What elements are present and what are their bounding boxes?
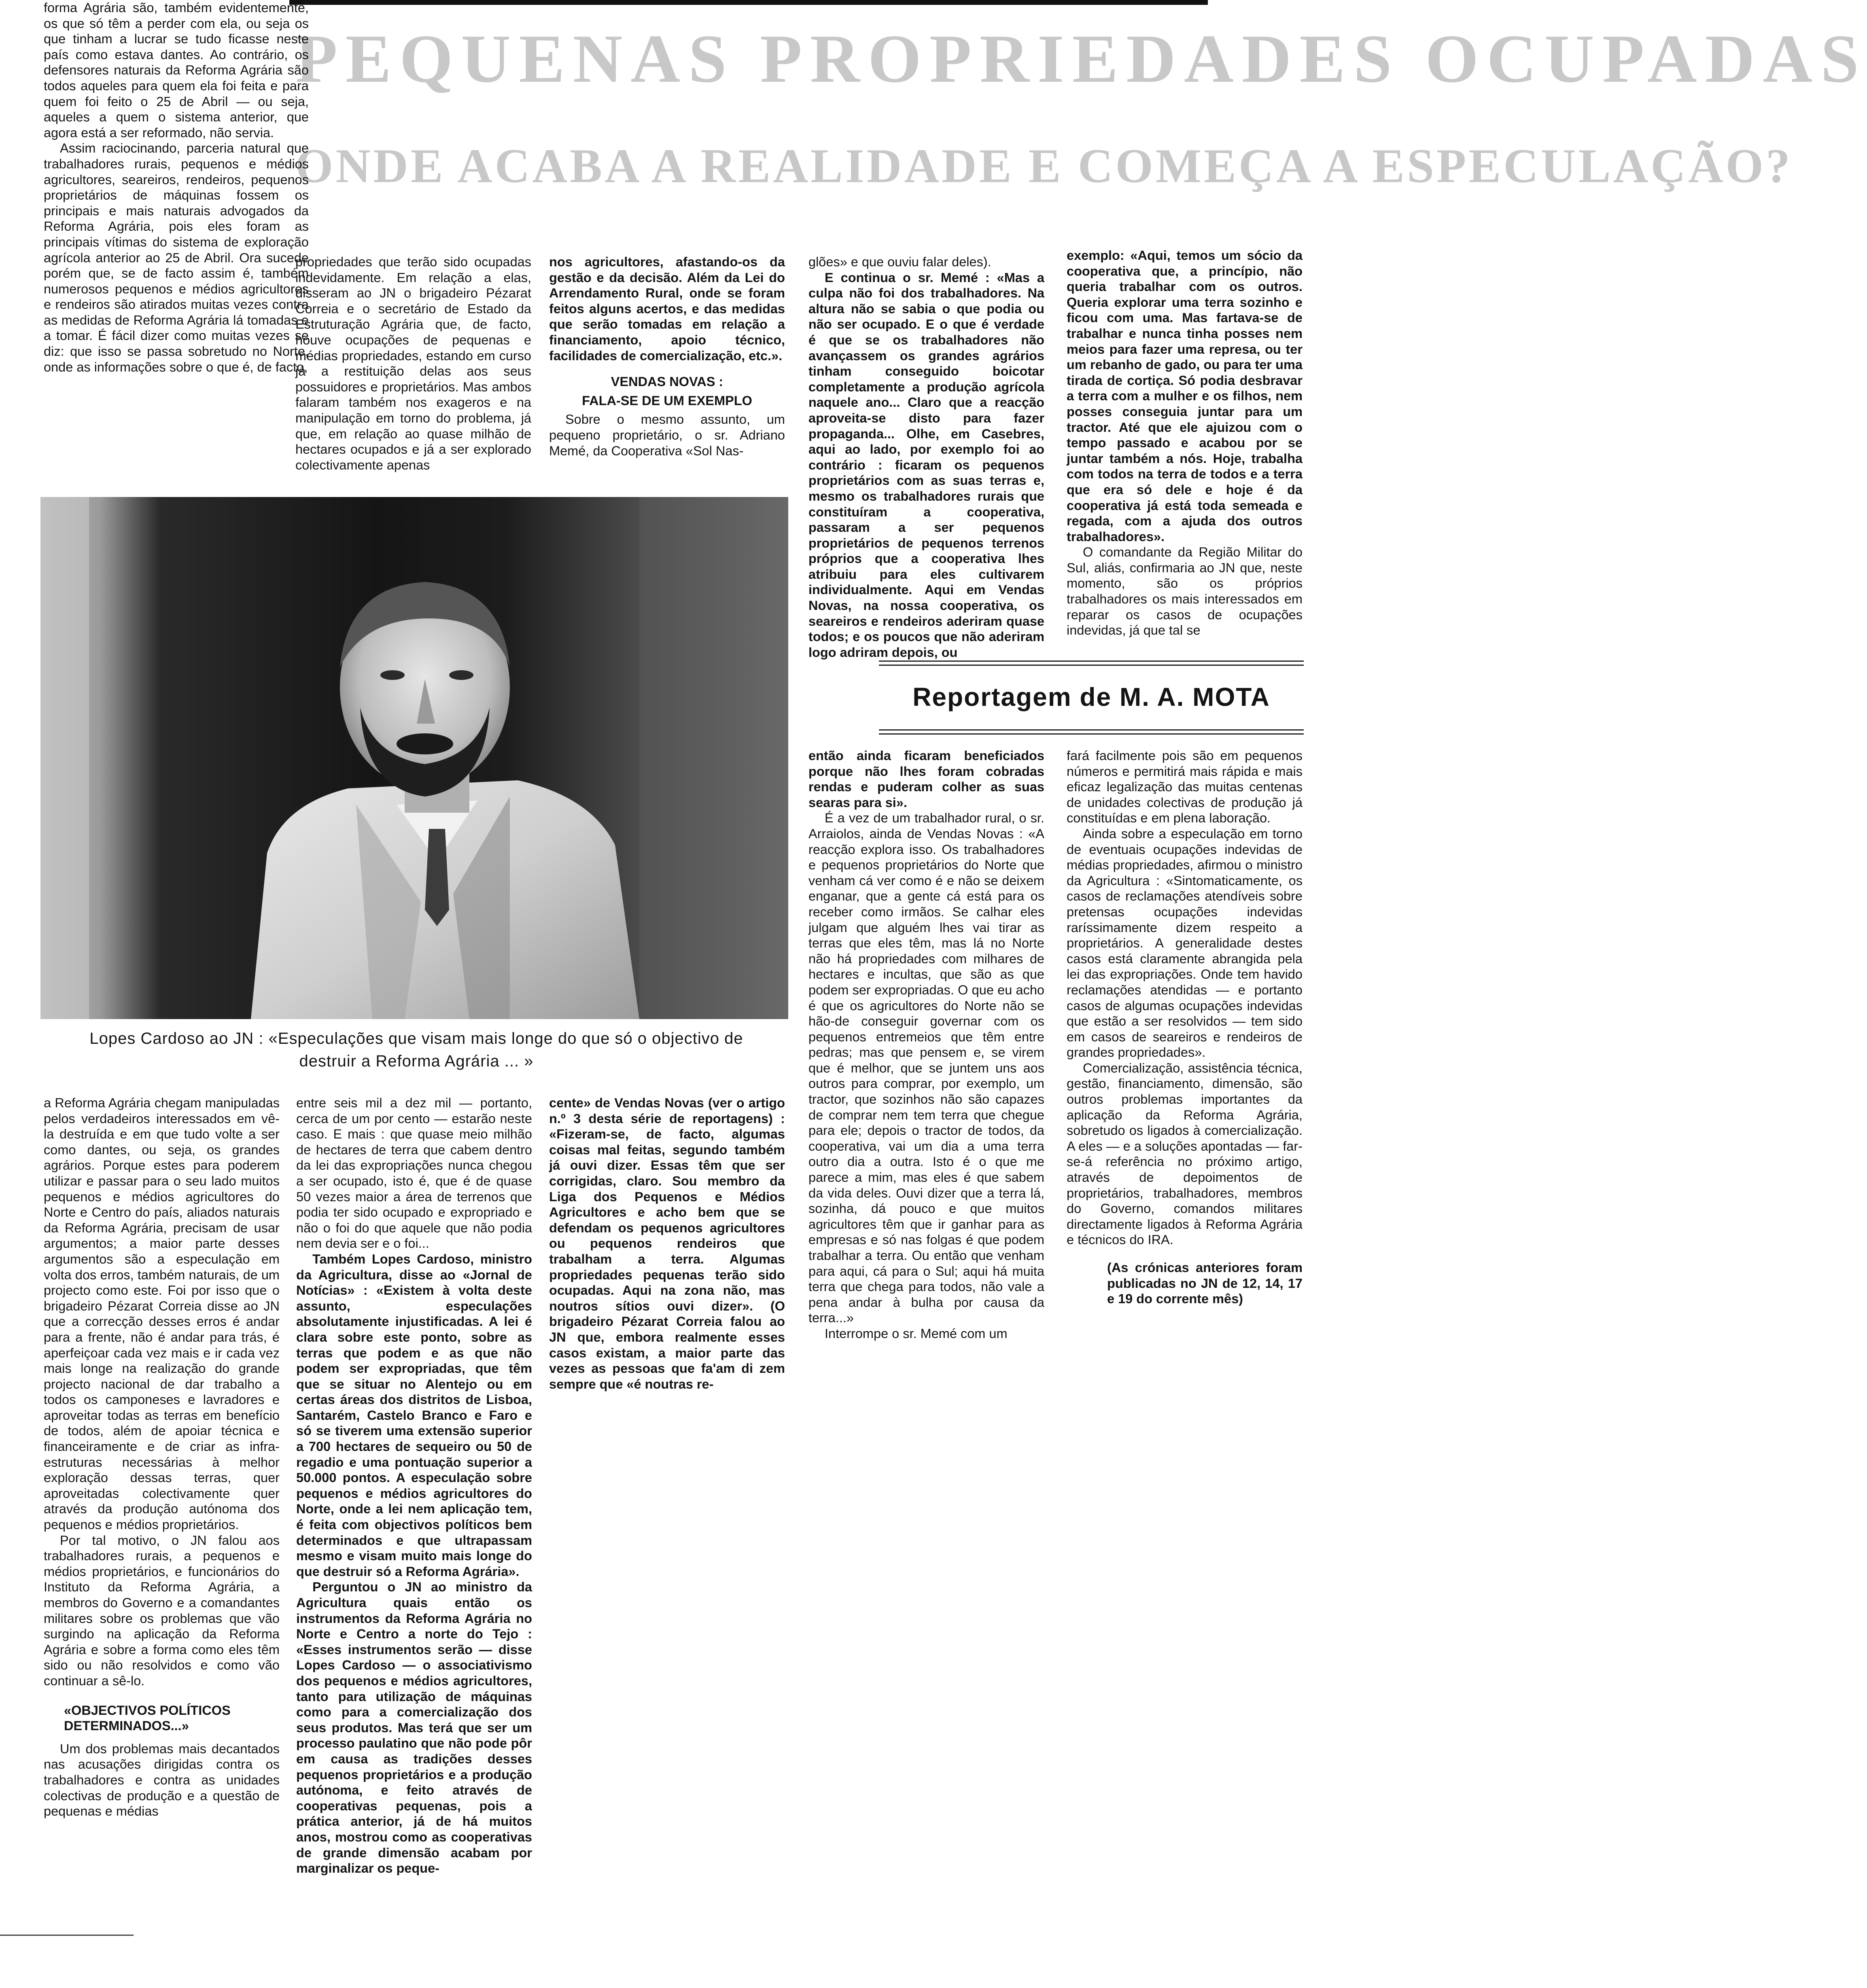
paragraph: Assim raciocinando, parceria natural que trabalhadores rurais, pequenos e médios agricultores, seareiros, rendeiros, pequenos proprietários de máquinas fossem os principais e mais naturais advogados da Reforma Agrária, pois eles foram as principais vítimas do sistema de exploração agrícola anterior ao 25 de Abril. Ora sucede porém que, se de facto assim é, também numerosos pequenos e médios agricultores e rendeiros são atirados muitas vezes contra as medidas de Reforma Agrária lá tomadas e a tomar. É fácil dizer como muitas vezes se diz: que isso se passa sobretudo no Norte, onde as informações sobre o que é, de facto, bbox=[44, 141, 309, 374]
paragraph: Sobre o mesmo assunto, um pequeno proprietário, o sr. Adriano Memé, da Cooperativa «Sol Nas- bbox=[549, 412, 785, 458]
caption-line: Lopes Cardoso ao JN : «Especulações que visam mais longe do que só o objectivo de bbox=[89, 1030, 743, 1047]
byline: Reportagem de M. A. MOTA bbox=[912, 682, 1270, 712]
column-1-bottom bbox=[44, 1095, 280, 1819]
photo-caption bbox=[45, 1027, 788, 1073]
note: (As crónicas anteriores foram publicadas no JN de 12, 14, 17 e 19 do corrente mês) bbox=[1107, 1260, 1303, 1306]
subheading: VENDAS NOVAS : bbox=[611, 374, 723, 389]
double-rule bbox=[879, 729, 1304, 735]
paragraph: Também Lopes Cardoso, ministro da Agricultura, disse ao «Jornal de Notícias» : «Existem à volta deste assunto, especulações absolutamente injustificadas. A lei é clara sobre este ponto, sobre as terras que podem e as que não podem ser expropriadas, que têm que se situar no Alentejo ou em certas áreas dos distritos de Lisboa, Santarém, Castelo Branco e Faro e só se tiverem uma extensão superior a 700 hectares de sequeiro ou 50 de regadio e uma pontuação superior a 50.000 pontos. A especulação sobre pequenos e médios agricultores do Norte, onde a lei nem aplicação tem, é feita com objectivos políticos bem determinados e que ultrapassam mesmo e visam muito mais longe do que destruir só a Reforma Agrária». bbox=[296, 1251, 532, 1579]
column-5-top bbox=[1067, 248, 1303, 638]
paragraph: fará facilmente pois são em pequenos números e permitirá mais rápida e mais eficaz legalização das muitas centenas de unidades colectivas de produção já constituídas e em plena laboração. bbox=[1067, 748, 1303, 826]
paragraph: O comandante da Região Militar do Sul, aliás, confirmaria ao JN que, neste momento, são os próprios trabalhadores os mais interessados em reparar os casos de ocupações indevidas, já que tal se bbox=[1067, 545, 1303, 638]
paragraph: propriedades que terão sido ocupadas indevidamente. Em relação a elas, disseram ao JN o brigadeiro Pézarat Correia e o secretário de Estado da Estruturação Agrária que, de facto, houve ocupações de pequenas e médias propriedades, estando em curso já a restituição delas aos seus possuidores e proprietários. Mas ambos falaram também nos exageros e na manipulação em torno do problema, já que, em relação ao quase milhão de hectares ocupados e já a ser explorado colectivamente apenas bbox=[295, 255, 531, 472]
top-rule bbox=[289, 0, 1208, 5]
paragraph: É a vez de um trabalhador rural, o sr. Arraiolos, ainda de Vendas Novas : «A reacção explora isso. Os trabalhadores e pequenos proprietários do Norte que venham cá ver como é e não se deixem enganar, que a gente cá está para os receber como irmãos. Se calhar eles julgam que alguém lhes vai tirar as terras que eles têm, mas lá no Norte não há propriedades com milhares de hectares e incultas, que são as que podem ser expropriadas. O que eu acho é que os agricultores do Norte não se hão-de conseguir governar com os pequenos entremeios que têm entre pedras; mas que pensem e, se virem que é melhor, que se juntem uns aos outros para comprar, por exemplo, um tractor, que sozinhos não são capazes de comprar nem tem terra que chegue para ele; depois o tractor de todos, da cooperativa, vai um dia a uma terra outro dia a outra. Isto é o que me parece a mim, mas eles é que sabem da vida deles. Ouvi dizer que a terra lá, sozinha, dá pouco e que muitos agricultores têm que ir ganhar para as empresas e só nas folgas é que podem trabalhar a terra. Ou então que venham para aqui, cá para o Sul; aqui há muita terra que chega para todos, não vale a pena andar à bulha por causa da terra...» bbox=[808, 811, 1044, 1325]
paragraph: E continua o sr. Memé : «Mas a culpa não foi dos trabalhadores. Na altura não se sabia o que podia ou não ser ocupado. E o que é verdade é que se os trabalhadores não avançassem os grandes agrários tinham conseguido boicotar completamente a produção agrícola naquele ano... Claro que a reacção aproveita-se disto para fazer propaganda... Olhe, em Casebres, aqui ao lado, por exemplo foi ao contrário : ficaram os pequenos proprietários com as suas terras e, mesmo os trabalhadores rurais que constituíram a cooperativa, passaram a ser pequenos proprietários de pequenos terrenos próprios que a cooperativa lhes atribuiu para eles cultivarem individualmente. Aqui em Vendas Novas, na nossa cooperativa, os seareiros e rendeiros aderiram quase todos; e os poucos que não aderiram logo adriram depois, ou bbox=[808, 270, 1044, 660]
portrait-photo bbox=[40, 497, 788, 1019]
paragraph: Comercialização, assistência técnica, gestão, financiamento, dimensão, são outros problemas importantes da aplicação da Reforma Agrária, sobretudo os ligados à comercialização. A eles — e a soluções apontadas — far-se-á referência no próximo artigo, através de depoimentos de proprietários, trabalhadores, membros do Governo, comandos militares directamente ligados à Reforma Agrária e técnicos do IRA. bbox=[1067, 1060, 1303, 1247]
paragraph: forma Agrária são, também evidentemente, os que só têm a perder com ela, ou seja os que tinham a lucrar se tudo ficasse neste país como estava dantes. Ao contrário, os defensores naturais da Reforma Agrária são todos aqueles para quem ela foi feita e para quem foi feito o 25 de Abril — ou seja, aqueles a quem o sistema anterior, que agora está a ser reformado, não servia. bbox=[44, 0, 309, 140]
subheading: «OBJECTIVOS POLÍTICOS DETERMINADOS...» bbox=[64, 1703, 231, 1733]
paragraph: então ainda ficaram beneficiados porque não lhes foram cobradas rendas e puderam colher as suas searas para si». bbox=[808, 748, 1044, 810]
column-4-top bbox=[808, 254, 1044, 660]
column-3-top bbox=[549, 254, 785, 459]
paragraph: glões» e que ouviu falar deles). bbox=[808, 255, 991, 269]
byline-box bbox=[879, 661, 1304, 740]
column-5-mid bbox=[1067, 748, 1303, 1307]
paragraph: Ainda sobre a especulação em torno de eventuais ocupações indevidas de médias propriedades, afirmou o ministro da Agricultura : «Sintomaticamente, os casos de reclamações atendíveis sobre pretensas ocupações indevidas raríssimamente dizem respeito a proprietários. A generalidade destes casos está claramente abrangida pela lei das expropriações. Onde tem havido reclamações atendidas — e portanto casos de algumas ocupações indevidas que estão a ser resolvidos — tem sido em casos de seareiros e rendeiros de grandes propriedades». bbox=[1067, 826, 1303, 1060]
column-1-top bbox=[44, 0, 309, 375]
column-2-bottom bbox=[296, 1095, 532, 1876]
headline-subtitle: ONDE ACABA A REALIDADE E COMEÇA A ESPECULAÇÃO? bbox=[295, 139, 1793, 193]
double-rule bbox=[879, 661, 1304, 666]
portrait-image bbox=[40, 497, 788, 1019]
column-4-mid bbox=[808, 748, 1044, 1342]
paragraph: cente» de Vendas Novas (ver o artigo n.º 3 desta série de reportagens) : «Fizeram-se, de facto, algumas coisas mal feitas, segundo também já ouvi dizer. Essas têm que ser corrigidas, claro. Sou membro da Liga dos Pequenos e Médios Agricultores e acho bem que se defendam os pequenos agricultores ou pequenos rendeiros que trabalham a terra. Algumas propriedades pequenas terão sido ocupadas. Aqui na zona não, mas noutros sítios ouvi dizer». (O brigadeiro Pézarat Correia falou ao JN que, embora realmente esses casos existam, a maior parte das vezes as pessoas que fa'am di zem sempre que «é noutras re- bbox=[549, 1096, 785, 1391]
paragraph: Por tal motivo, o JN falou aos trabalhadores rurais, a pequenos e médios proprietários, e funcionários do Instituto da Reforma Agrária, a membros do Governo e a comandantes militares sobre os problemas que vão surgindo na aplicação da Reforma Agrária e sobre a forma como eles têm sido ou não resolvidos e como vão continuar a sê-lo. bbox=[44, 1533, 280, 1688]
subheading: FALA-SE DE UM EXEMPLO bbox=[582, 393, 752, 408]
paragraph: nos agricultores, afastando-os da gestão e da decisão. Além da Lei do Arrendamento Rural, onde se foram feitos alguns acertos, e das medidas que serão tomadas em relação a financiamento, apoio técnico, facilidades de comercialização, etc.». bbox=[549, 255, 785, 363]
paragraph: Interrompe o sr. Memé com um bbox=[825, 1326, 1008, 1341]
paragraph: exemplo: «Aqui, temos um sócio da cooperativa que, a princípio, não queria trabalhar com os outros. Queria explorar uma terra sozinho e ficou com uma. Mas fartava-se de trabalhar e nunca tinha posses nem meios para fazer uma represa, ou ter um rebanho de gado, ou para ter uma tirada de cortiça. Só podia desbravar a terra com a mulher e os filhos, nem posses conseguia juntar para um tractor. Até que ele ajuizou com o tempo passado e acabou por se juntar também a nós. Hoje, trabalha com todos na terra de todos e a terra que era só dele e hoje é da cooperativa já está toda semeada e regada, com a ajuda dos outros trabalhadores». bbox=[1067, 248, 1303, 544]
paragraph: entre seis mil a dez mil — portanto, cerca de um por cento — estarão neste caso. E mais : que quase meio milhão de hectares de terra que cabem dentro da lei das expropriações nunca chegou a ser ocupado, isto é, que é de quase 50 vezes maior a área de terrenos que podia ter sido ocupado e expropriado e não o foi do que aquele que não podia nem devia ser e o foi... bbox=[296, 1096, 532, 1251]
paragraph: Perguntou o JN ao ministro da Agricultura quais então os instrumentos da Reforma Agrária no Norte e Centro a norte do Tejo : «Esses instrumentos serão — disse Lopes Cardoso — o associativismo dos pequenos e médios agricultores, tanto para utilização de máquinas como para a comercialização dos seus produtos. Mas terá que ser um processo paulatino que não pode pôr em causa as tradições desses pequenos proprietários e a produção autónoma, e feito através de cooperativas pequenas, pois a prática anterior, já de há muitos anos, mostrou como as cooperativas de grande dimensão acabam por marginalizar os peque- bbox=[296, 1580, 532, 1876]
caption-line: destruir a Reforma Agrária ... » bbox=[299, 1052, 534, 1070]
paragraph: Um dos problemas mais decantados nas acusações dirigidas contra os trabalhadores e contra as unidades colectivas de produção e a questão de pequenas e médias bbox=[44, 1741, 280, 1819]
footer-rule bbox=[0, 1935, 134, 1936]
column-2-top bbox=[295, 254, 531, 473]
column-3-bottom bbox=[549, 1095, 785, 1392]
headline-title: PEQUENAS PROPRIEDADES OCUPADAS bbox=[295, 21, 1867, 97]
paragraph: a Reforma Agrária chegam manipuladas pelos verdadeiros interessados em vê-la destruída e em que tudo volte a ser como dantes, ou seja, os grandes agrários. Porque estes para poderem utilizar e passar para o seu lado muitos pequenos e médios agricultores do Norte e Centro do país, aliados naturais da Reforma Agrária, precisam de usar argumentos; a maior parte desses argumentos são a especulação em volta dos erros, também naturais, de um projecto como este. Foi por isso que o brigadeiro Pézarat Correia disse ao JN que a correcção desses erros é andar para a frente, não é andar para trás, é aperfeiçoar cada vez mais e ir cada vez mais longe na realização do grande projecto nacional de dar trabalho a todos os camponeses e lavradores e aproveitar todas as terras em benefício de todos, além de apoiar técnica e financeiramente e de criar as infra-estruturas necessárias à melhor exploração dessas terras, quer aproveitadas colectivamente quer através da produção autónoma dos pequenos e médios proprietários. bbox=[44, 1096, 280, 1532]
